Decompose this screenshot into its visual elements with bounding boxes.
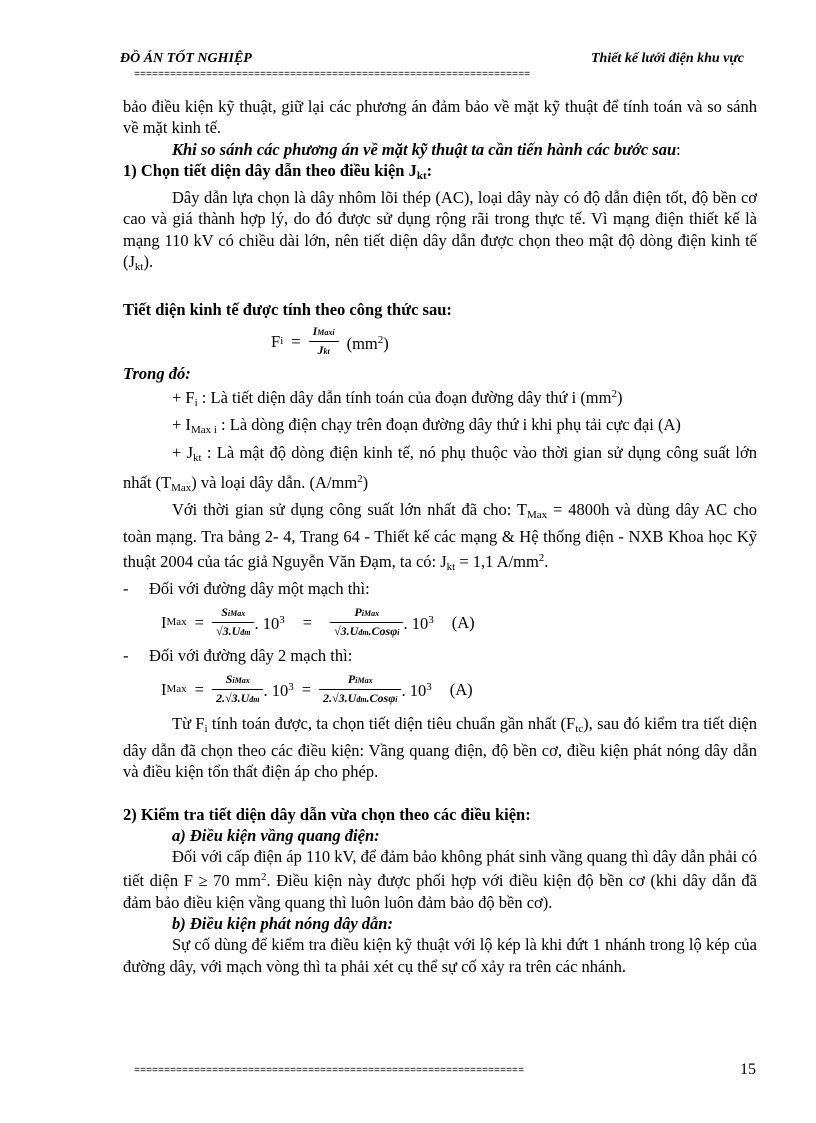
formula-fi: F i = $\frac{\text{IMaxi}}{\text{Jkt}}$ $(mm^2)$ <box>123 321 757 363</box>
paragraph: Đối với cấp điện áp 110 kV, để đảm bảo không phát sinh vầng quang thì dây dẫn phải có tiết diện F ≥ 70 $mm^2$. Điều kiện này được phối hợp với điều kiện độ bền cơ (khi dây dẫn đã đảm bảo điều kiện vầng quang thì luôn luôn đảm bảo độ bền cơ). <box>123 847 758 912</box>
page-body <box>123 96 757 977</box>
fraction: $\frac{\text{SiMax}}{\text{2.√3.Uđm}}$ <box>212 671 264 708</box>
formula-double-circuit: I Max = $\frac{\text{SiMax}}{\text{2.√3.Uđm}}$ . $10^3$ = $\frac{\text{PiMax}}{\text{2.√3.Uđm.Cosφi}}$ . $10^3$ (A) <box>123 667 757 713</box>
header-title-right: Thiết kế lưới điện khu vực <box>590 51 744 66</box>
formula-single-circuit: I Max = $\frac{\text{SiMax}}{\text{√3.Uđm}}$ . $10^3$ = $\frac{\text{PiMax}}{\text{√3.Uđm.Cosφi}}$ . $10^3$ (A) <box>123 599 757 645</box>
list-item: - Đối với đường dây một mạch thì: <box>123 579 370 599</box>
trong-do-label: Trong đó: <box>123 363 191 383</box>
paragraph: Dây dẫn lựa chọn là dây nhôm lõi thép (AC), loại dây này có độ dẫn điện tốt, độ bền cơ cao và giá thành hợp lý, do đó được sử dụng rộng rãi trong thực tế. Vì mạng điện thiết kế là mạng 110 kV có chiều dài lớn, nên tiết diện dây dẫn được chọn theo mật độ dòng điện kinh tế $(J_{kt})$. <box>123 188 757 274</box>
section-heading-1: 1) Chọn tiết diện dây dẫn theo điều kiện $J_{kt}$: <box>123 160 433 182</box>
fraction: $\frac{\text{IMaxi}}{\text{Jkt}}$ <box>309 323 339 360</box>
paragraph: bảo điều kiện kỹ thuật, giữ lại các phương án đảm bảo về mặt kỹ thuật để tính toán và so sánh về mặt kinh tế. <box>123 97 757 138</box>
header-title-left: ĐỒ ÁN TỐT NGHIỆP <box>120 51 252 66</box>
list-item: - Đối với đường dây 2 mạch thì: <box>123 646 353 666</box>
subsection-heading-a: a) Điều kiện vầng quang điện: <box>172 825 380 845</box>
fraction: $\frac{\text{PiMax}}{\text{2.√3.Uđm.Cosφi}}$ <box>319 671 401 708</box>
fraction: $\frac{\text{SiMax}}{\text{√3.Uđm}}$ <box>212 604 255 641</box>
header-rule: ================================================================== <box>134 70 531 81</box>
list-item: + $J_{kt}$ : Là mật độ dòng điện kinh tế, nó phụ thuộc vào thời gian sử dụng công suất lớn nhất $(T_{Max})$ và loại dây dẫn. $(A/mm^2)$ <box>123 442 757 494</box>
subsection-heading-b: b) Điều kiện phát nóng dây dẫn: <box>172 914 393 934</box>
fraction: $\frac{\text{PiMax}}{\text{√3.Uđm.Cosφi}}$ <box>330 604 403 641</box>
list-item: + $F_i$ : Là tiết diện dây dẫn tính toán của đoạn đường dây thứ i $(mm^2)$ <box>172 387 623 409</box>
paragraph: Sự cố dùng để kiểm tra điều kiện kỹ thuật với lộ kép là khi đứt 1 nhánh trong lộ kép của đường dây, với mạch vòng thì ta phải xét cụ thể sự cố xảy ra trên các nhánh. <box>123 935 757 976</box>
formula-heading: Tiết diện kinh tế được tính theo công thức sau: <box>123 300 452 320</box>
paragraph-emphasis: Khi so sánh các phương án về mặt kỹ thuật ta cần tiến hành các bước sau: <box>172 139 681 159</box>
list-item: + $I_{Max i}$ : Là dòng điện chạy trên đoạn đường dây thứ i khi phụ tải cực đại (A) <box>172 415 681 437</box>
page-number: 15 <box>740 1061 756 1078</box>
paragraph: Từ $F_i$ tính toán được, ta chọn tiết diện tiêu chuẩn gần nhất $(F_{tc})$, sau đó kiểm tra tiết diện dây dẫn đã chọn theo các điều kiện: Vầng quang điện, độ bền cơ, điều kiện phát nóng dây dẫn và điều kiện tổn thất điện áp cho phép. <box>123 713 758 782</box>
footer-rule: ================================================================= <box>134 1066 525 1077</box>
section-heading-2: 2) Kiểm tra tiết diện dây dẫn vừa chọn theo các điều kiện: <box>123 804 531 824</box>
paragraph: Với thời gian sử dụng công suất lớn nhất đã cho: $T_{Max} = 4800h$ và dùng dây AC cho toàn mạng. Tra bảng 2- 4, Trang 64 - Thiết kế các mạng & Hệ thống điện - NXB Khoa học Kỹ thuật 2004 của tác giả Nguyễn Văn Đạm, ta có: $J_{kt} = 1,1$ $A/mm^2$. <box>123 500 757 573</box>
